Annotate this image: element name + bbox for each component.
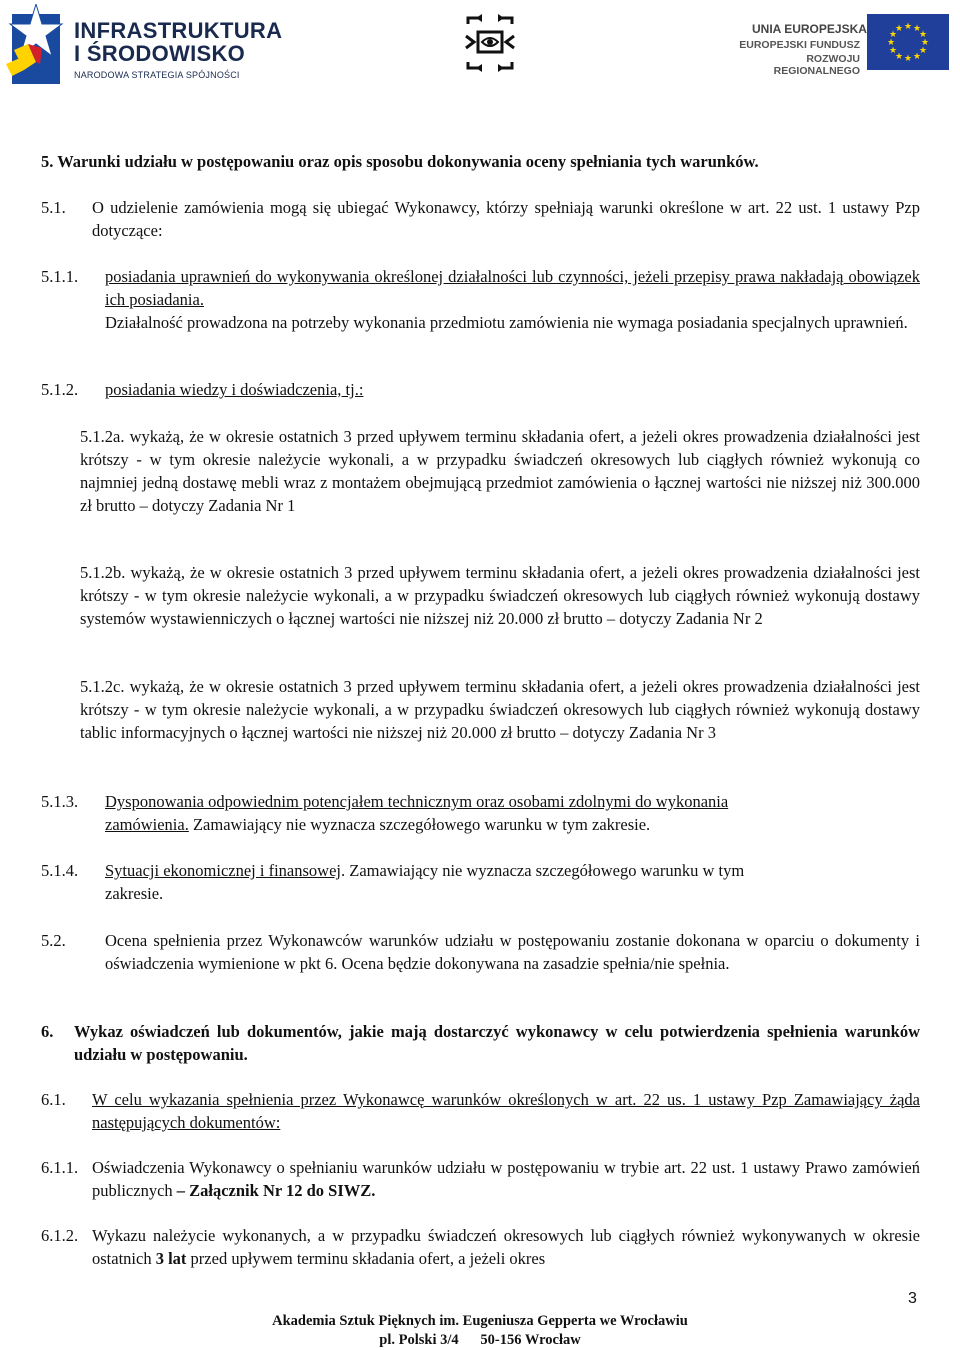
section-5-heading: 5. Warunki udziału w postępowaniu oraz opis sposobu dokonywania oceny spełniania tych warunków.: [41, 152, 759, 171]
asp-emblem-icon: [462, 14, 518, 72]
section-5-1-4-condition: Sytuacji ekonomicznej i finansowej: [105, 861, 341, 880]
svg-text:★: ★: [912, 24, 922, 34]
svg-text:★: ★: [886, 38, 896, 48]
svg-text:★: ★: [888, 46, 898, 56]
footer-institution: Akademia Sztuk Pięknych im. Eugeniusza Gepperta we Wrocławiu: [272, 1313, 688, 1329]
section-5-1-2b-text: 5.1.2b. wykażą, że w okresie ostatnich 3 przed upływem terminu składania ofert, a jeżeli okres prowadzenia działalności jest krótszy - w tym okresie należycie wykonali, a w przypadku świadczeń okresowych lub ciągłych również wykonują dostawy systemów wystawienniczych o łącznej wartości nie niższej niż 20.000 zł brutto – dotyczy Zadania Nr 2: [80, 563, 920, 628]
eu-logo-line-2: EUROPEJSKI FUNDUSZ: [739, 39, 860, 51]
logo-line-3: NARODOWA STRATEGIA SPÓJNOŚCI: [74, 70, 240, 80]
section-6-1-1-number: 6.1.1.: [41, 1158, 79, 1177]
svg-text:★: ★: [918, 30, 928, 40]
section-5-1-4-number: 5.1.4.: [41, 861, 79, 880]
section-5-1-text: O udzielenie zamówienia mogą się ubiegać Wykonawcy, którzy spełniają warunki określone w art. 22 ust. 1 ustawy Pzp dotyczące:: [92, 198, 920, 240]
section-6-1-2-paragraph: [92, 1224, 920, 1270]
section-6-1-2-period: 3 lat: [155, 1249, 187, 1268]
section-5-2-text: Ocena spełnienia przez Wykonawców warunków udziału w postępowaniu zostanie dokonana w oparciu o dokumenty i oświadczenia wymienione w pkt 6. Ocena będzie dokonywana na zasadzie spełnia/nie spełnia.: [105, 931, 920, 973]
section-6-heading: Wykaz oświadczeń lub dokumentów, jakie mają dostarczyć wykonawcy w celu potwierdzenia spełnienia warunków udziału w postępowaniu.: [74, 1022, 920, 1064]
section-6-1-1-text: Oświadczenia Wykonawcy o spełnianiu warunków udziału w postępowaniu w trybie art. 22 ust. 1 ustawy Prawo zamówień publicznych: [92, 1158, 920, 1200]
section-5-1-3-number: 5.1.3.: [41, 792, 79, 811]
eu-fund-logo: [722, 14, 952, 77]
svg-text:★: ★: [894, 52, 904, 62]
nss-star-emblem-icon: [6, 4, 68, 88]
section-5-1-4-text: . Zamawiający nie wyznacza szczegółowego warunku w tym: [340, 861, 745, 880]
section-5-1-3-condition-end: zamówienia.: [105, 815, 189, 834]
svg-text:★: ★: [918, 46, 928, 56]
section-5-2-number: 5.2.: [41, 931, 66, 950]
section-6-1-1-attachment: – Załącznik Nr 12 do SIWZ.: [176, 1181, 376, 1200]
section-5-1-3-condition: Dysponowania odpowiednim potencjałem technicznym oraz osobami zdolnymi do wykonania: [105, 792, 729, 811]
section-6-1-2-number: 6.1.2.: [41, 1226, 79, 1245]
section-6-1-text: W celu wykazania spełnienia przez Wykonawcę warunków określonych w art. 22 us. 1 ustawy Pzp Zamawiający żąda następujących dokumentów:: [92, 1090, 920, 1132]
section-5-1-2c-text: 5.1.2c. wykażą, że w okresie ostatnich 3 przed upływem terminu składania ofert, a jeżeli okres prowadzenia działalności jest krótszy - w tym okresie należycie wykonali, a w przypadku świadczeń okresowych lub ciągłych również wykonują dostawy tablic informacyjnych o łącznej wartości nie niższej niż 20.000 zł brutto – dotyczy Zadania Nr 3: [80, 677, 920, 742]
page-header: [0, 0, 960, 100]
section-5-1-2-number: 5.1.2.: [41, 380, 79, 399]
section-6-1-2-text-end: przed upływem terminu składania ofert, a jeżeli okres: [186, 1249, 546, 1268]
section-5-1-1-text: Działalność prowadzona na potrzeby wykonania przedmiotu zamówienia nie wymaga posiadania specjalnych uprawnień.: [105, 313, 908, 332]
section-6-1-1-paragraph: [92, 1156, 920, 1202]
section-5-1-3-paragraph: [105, 790, 920, 836]
logo-line-2: I ŚRODOWISKO: [74, 41, 246, 66]
page-footer: [0, 1312, 960, 1350]
svg-text:★: ★: [894, 24, 904, 34]
infrastruktura-logo: [6, 4, 283, 88]
section-5-1-3-text: Zamawiający nie wyznacza szczegółowego warunku w tym zakresie.: [188, 815, 651, 834]
section-5-1-4-paragraph: [105, 859, 920, 905]
section-5-1-2-condition: posiadania wiedzy i doświadczenia, tj.:: [105, 380, 364, 399]
eu-logo-line-1: UNIA EUROPEJSKA: [752, 22, 867, 36]
section-6-1-2-text: Wykazu należycie wykonanych, a w przypadku świadczeń okresowych lub ciągłych również wykonywanych w okresie ostatnich: [92, 1226, 920, 1268]
section-5-1-4-text-end: zakresie.: [105, 884, 164, 903]
svg-text:★: ★: [903, 22, 913, 32]
section-6-number: 6.: [41, 1022, 54, 1041]
svg-text:★: ★: [888, 30, 898, 40]
section-5-1-2a-text: 5.1.2a. wykażą, że w okresie ostatnich 3 przed upływem terminu składania ofert, a jeżeli okres prowadzenia działalności jest krótszy - w tym okresie należycie wykonali, a w przypadku świadczeń okresowych lub ciągłych również wykonują co najmniej jedną dostawę mebli wraz z montażem obejmującą przedmiot zamówienia o łącznej wartości nie niższej niż 300.000 zł brutto – dotyczy Zadania Nr 1: [80, 427, 920, 515]
eu-flag-icon: [867, 14, 949, 70]
section-6-1-number: 6.1.: [41, 1090, 66, 1109]
svg-text:★: ★: [912, 52, 922, 62]
svg-text:★: ★: [903, 54, 913, 64]
footer-address: pl. Polski 3/4 50-156 Wrocław: [379, 1332, 581, 1348]
section-5-1-1-number: 5.1.1.: [41, 267, 79, 286]
eu-logo-line-3: ROZWOJU REGIONALNEGO: [773, 53, 860, 77]
section-5-1-1-condition: posiadania uprawnień do wykonywania określonej działalności lub czynności, jeżeli przepisy prawa nakładają obowiązek ich posiadania.: [105, 267, 920, 309]
svg-text:★: ★: [920, 38, 930, 48]
section-5-1-number: 5.1.: [41, 198, 66, 217]
page-number: 3: [908, 1290, 917, 1307]
logo-line-1: INFRASTRUKTURA: [74, 18, 283, 43]
